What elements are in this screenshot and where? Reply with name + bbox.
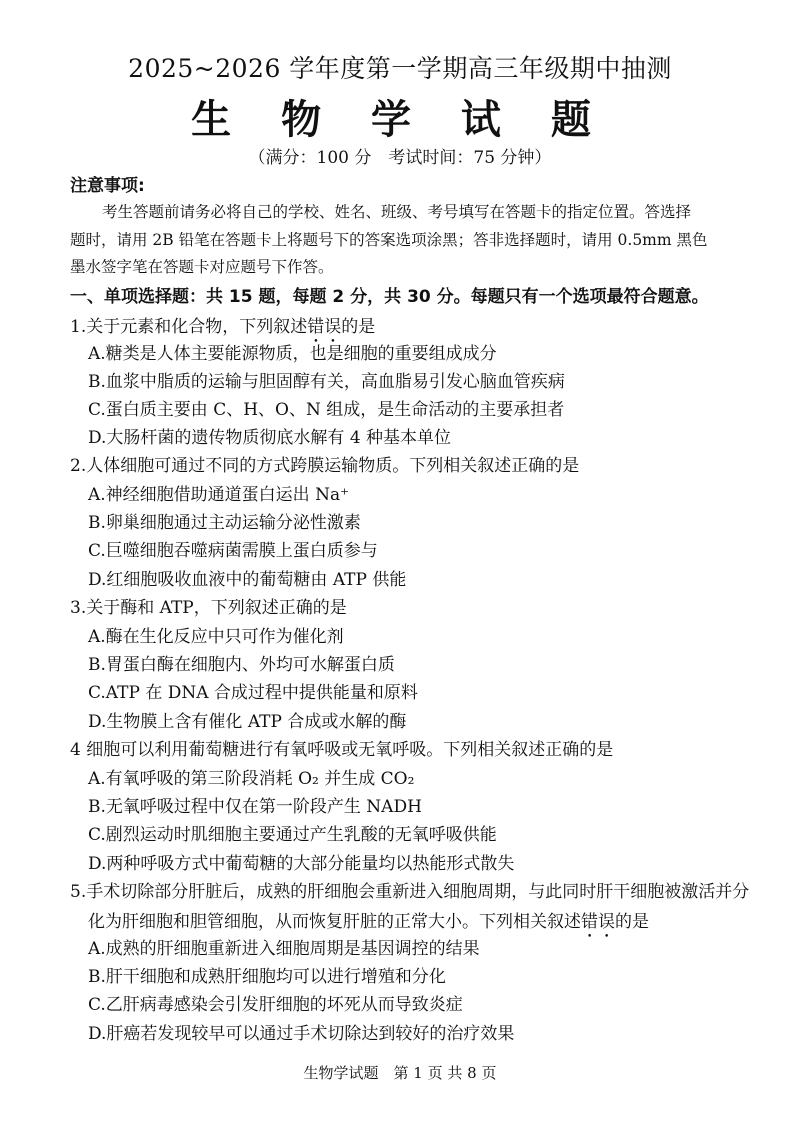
question-2-option-b: B.卵巢细胞通过主动运输分泌性激素 bbox=[88, 513, 361, 533]
question-1-option-b: B.血浆中脂质的运输与胆固醇有关，高血脂易引发心脑血管疾病 bbox=[88, 372, 565, 392]
notice-line-2: 题时，请用 2B 铅笔在答题卡上将题号下的答案选项涂黑；答非选择题时，请用 0.5mm 黑色 bbox=[70, 231, 708, 249]
question-5-option-b: B.肝干细胞和成熟肝细胞均可以进行增殖和分化 bbox=[88, 967, 446, 987]
question-4-option-a: A.有氧呼吸的第三阶段消耗 O₂ 并生成 CO₂ bbox=[88, 769, 415, 789]
question-5-option-c: C.乙肝病毒感染会引发肝细胞的坏死从而导致炎症 bbox=[88, 995, 463, 1015]
question-3-option-c: C.ATP 在 DNA 合成过程中提供能量和原料 bbox=[88, 683, 418, 703]
exam-header-title: 2025~2026 学年度第一学期高三年级期中抽测 bbox=[128, 54, 672, 83]
subject-title: 生 物 学 试 题 bbox=[191, 96, 609, 143]
question-3-option-b: B.胃蛋白酶在细胞内、外均可水解蛋白质 bbox=[88, 655, 395, 675]
question-5-option-a: A.成熟的肝细胞重新进入细胞周期是基因调控的结果 bbox=[88, 939, 480, 959]
question-1-option-c: C.蛋白质主要由 C、H、O、N 组成，是生命活动的主要承担者 bbox=[88, 400, 565, 420]
question-1-option-d: D.大肠杆菌的遗传物质彻底水解有 4 种基本单位 bbox=[88, 428, 452, 448]
question-2-stem: 2.人体细胞可通过不同的方式跨膜运输物质。下列相关叙述正确的是 bbox=[70, 456, 580, 476]
question-3-option-a: A.酶在生化反应中只可作为催化剂 bbox=[88, 627, 344, 647]
question-1-option-a: A.糖类是人体主要能源物质，也是细胞的重要组成成分 bbox=[88, 344, 497, 364]
question-4-stem: 4 细胞可以利用葡萄糖进行有氧呼吸或无氧呼吸。下列相关叙述正确的是 bbox=[70, 740, 614, 760]
question-1-stem-text: 1.关于元素和化合物，下列叙述 bbox=[70, 317, 308, 337]
question-3-option-d: D.生物膜上含有催化 ATP 合成或水解的酶 bbox=[88, 712, 407, 732]
question-1-emphasis: 错误 bbox=[307, 317, 342, 337]
question-5-stem-end: 的是 bbox=[615, 912, 649, 932]
question-4-option-b: B.无氧呼吸过程中仅在第一阶段产生 NADH bbox=[88, 797, 422, 817]
question-4-option-d: D.两种呼吸方式中葡萄糖的大部分能量均以热能形式散失 bbox=[88, 854, 515, 874]
question-1-stem bbox=[70, 317, 375, 347]
notice-line-3: 墨水签字笔在答题卡对应题号下作答。 bbox=[70, 258, 334, 276]
question-1-stem-end: 的是 bbox=[341, 317, 376, 337]
question-2-option-a: A.神经细胞借助通道蛋白运出 Na⁺ bbox=[88, 485, 350, 505]
question-5-option-d: D.肝癌若发现较早可以通过手术切除达到较好的治疗效果 bbox=[88, 1024, 515, 1044]
question-5-stem-line-2 bbox=[88, 912, 649, 942]
page-footer: 生物学试题 第 1 页 共 8 页 bbox=[303, 1064, 497, 1082]
notice-heading: 注意事项: bbox=[70, 176, 145, 196]
question-4-option-c: C.剧烈运动时肌细胞主要通过产生乳酸的无氧呼吸供能 bbox=[88, 825, 497, 845]
notice-line-1: 考生答题前请务必将自己的学校、姓名、班级、考号填写在答题卡的指定位置。答选择 bbox=[102, 203, 692, 221]
section-heading: 一、单项选择题：共 15 题，每题 2 分，共 30 分。每题只有一个选项最符合题意。 bbox=[70, 287, 709, 307]
question-5-emphasis: 错误 bbox=[581, 912, 615, 932]
question-5-stem-text: 化为肝细胞和胆管细胞，从而恢复肝脏的正常大小。下列相关叙述 bbox=[88, 912, 581, 932]
exam-info: （满分：100 分 考试时间：75 分钟） bbox=[248, 148, 552, 168]
question-3-stem: 3.关于酶和 ATP，下列叙述正确的是 bbox=[70, 598, 347, 618]
question-5-stem-line-1: 5.手术切除部分肝脏后，成熟的肝细胞会重新进入细胞周期，与此同时肝干细胞被激活并分 bbox=[70, 882, 750, 902]
question-2-option-d: D.红细胞吸收血液中的葡萄糖由 ATP 供能 bbox=[88, 570, 407, 590]
question-2-option-c: C.巨噬细胞吞噬病菌需膜上蛋白质参与 bbox=[88, 541, 378, 561]
